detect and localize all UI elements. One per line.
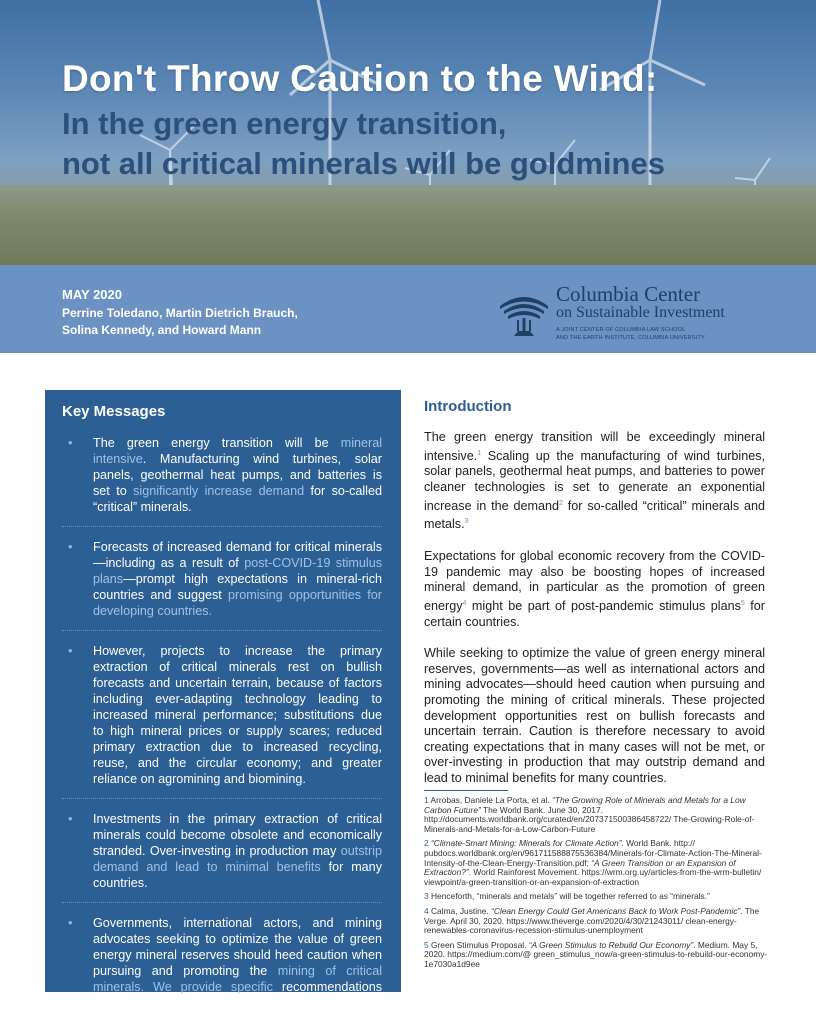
- footnote-text: The World Bank. June 30, 2017. http://documents.worldbank.org/curated/en/207371500386458722/ The-Growing-Role-of-Minerals-and-Metals-for-a-Low-Carbon-Future: [424, 804, 755, 834]
- footnote-title: “A Green Stimulus to Rebuild Our Economy”: [528, 939, 694, 950]
- subtitle-line: In the green energy transition,: [62, 106, 507, 141]
- key-message-separator: [62, 902, 382, 904]
- logo-name-sub: on Sustainable Investment: [556, 304, 725, 321]
- footnote-number: 4: [424, 905, 429, 916]
- key-messages-box: [45, 390, 401, 1010]
- paragraph-text: might be part of post-pandemic stimulus plans: [466, 599, 741, 614]
- footnote-text: Henceforth, “minerals and metals” will be together referred to as “minerals.”: [428, 891, 710, 902]
- key-message-highlight: mining of critical minerals. We provide specific: [93, 964, 382, 994]
- key-message-text: Governments, international actors, and mining advocates seeking to optimize the value of green energy mineral reserves should heed caution when pursuing and promoting the: [93, 916, 382, 978]
- footnote-text: . World Rainforest Movement. https://wrm.org.uy/articles-from-the-wrm-bulletin/ viewpoint/a-green-transition-or-an-expansion-of-extraction: [424, 867, 762, 887]
- footnote-number: 5: [424, 939, 429, 950]
- introduction-paragraph: [424, 430, 765, 533]
- footnote-title: “Clean Energy Could Get Americans Back to Work Post-Pandemic”: [491, 905, 741, 916]
- ccsi-emblem-icon: [496, 284, 552, 340]
- key-message-item: [62, 811, 382, 891]
- key-message-separator: [62, 798, 382, 800]
- footnote-text: Calma, Justine.: [428, 905, 492, 916]
- key-message-item: [62, 539, 382, 619]
- logo-tagline-line: AND THE EARTH INSTITUTE, COLUMBIA UNIVERSITY: [556, 335, 705, 341]
- key-message-highlight: significantly increase demand: [133, 484, 305, 498]
- footnote: [424, 941, 769, 970]
- footnote-title: “A Green Transition or an Expansion of Extraction?”: [424, 857, 736, 878]
- key-message-text: recommendations starting on page 7.: [93, 980, 382, 1010]
- footnote: [424, 839, 769, 887]
- page-subtitle: [62, 104, 665, 184]
- footnote-text: Arrobas, Daniele La Porta, et al.: [428, 795, 553, 805]
- footnotes: [424, 796, 769, 975]
- key-message-text: The green energy transition will be: [93, 436, 341, 450]
- key-message-item: [62, 435, 382, 515]
- footnote-number: 3: [424, 891, 429, 902]
- footnote-ref[interactable]: 5: [740, 599, 745, 607]
- footnote-text: . Medium. May 5, 2020. https://medium.com/@ green_stimulus_now/a-green-stimulus-to-rebuild-our-economy-1e7030a1d9ee: [424, 939, 768, 969]
- footnote-ref[interactable]: 2: [559, 499, 563, 507]
- introduction-body: [424, 430, 765, 787]
- introduction-section: [424, 398, 765, 803]
- footnote-text: . World Bank. http:// pubdocs.worldbank.org/en/961711588875536384/Minerals-for-Climate-Action-The-Mineral-Intensity-of-the-Clean-Energy-Transition.pdf;: [424, 838, 762, 868]
- key-message-text: for so-called “critical” minerals.: [93, 484, 382, 514]
- authors: [62, 305, 362, 339]
- footnote-ref[interactable]: 4: [462, 599, 467, 607]
- footnote: [424, 892, 769, 902]
- footnote-ref[interactable]: 3: [464, 518, 469, 526]
- footnote-text: . The Verge. April 30, 2020. https://www.theverge.com/2020/4/30/21243011/ clean-energy-renewables-coronavirus-recession-stimulus-unemployment: [424, 905, 760, 936]
- footnote: [424, 796, 769, 834]
- key-message-highlight: post-COVID-19 stimulus plans: [93, 556, 382, 586]
- subtitle-line: not all critical minerals will be goldmines: [62, 146, 665, 181]
- paragraph-text: Expectations for global economic recovery from the COVID-19 pandemic may also be boosting hopes of increased mineral demand, in particular as the promotion of green energy: [424, 549, 765, 614]
- key-message-text: . Manufacturing wind turbines, solar panels, geothermal heat pumps, and batteries is set to: [93, 452, 382, 498]
- introduction-paragraph: [424, 646, 765, 786]
- footnote-number: 2: [424, 838, 429, 849]
- key-message-text: However, projects to increase the primary extraction of critical minerals rest on bullish forecasts and uncertain terrain, because of factors including ever-adapting technology leading to increased mineral performance; substitutions due to high mineral prices or supply scares; reduced primary extraction due to increased recycling, reuse, and the circular economy; and greater reliance on agromining and biomining.: [93, 644, 382, 786]
- key-message-item: [62, 643, 382, 787]
- key-message-separator: [62, 526, 382, 528]
- footnote-text: Green Stimulus Proposal.: [428, 939, 529, 950]
- footnote-ref[interactable]: 1: [477, 449, 482, 457]
- key-message-highlight: mineral intensive: [93, 436, 382, 466]
- footnote-title: “The Growing Role of Minerals and Metals for a Low Carbon Future”: [424, 795, 746, 815]
- paragraph-text: While seeking to optimize the value of green energy mineral reserves, governments—as well as international actors and mining advocates—should heed caution when pursuing and promoting the mining of critical minerals. These projected development opportunities rest on bullish forecasts and uncertain terrain. Caution is therefore necessary to avoid creating expectations that in many cases will not be met, or over-investing in production that may outstrip demand and lead to minimal benefits for many countries.: [424, 646, 765, 786]
- introduction-paragraph: [424, 549, 765, 630]
- paragraph-text: for so-called “critical” minerals and metals.: [424, 498, 766, 532]
- paragraph-text: Scaling up the manufacturing of wind turbines, solar panels, geothermal heat pumps, and batteries to power cleaner technologies is set to generate an exponential increase in the demand: [424, 448, 765, 513]
- footnote-number: 1: [424, 795, 429, 805]
- introduction-heading: Introduction: [424, 398, 512, 415]
- key-messages-list: [62, 435, 382, 1011]
- paragraph-text: for certain countries.: [424, 599, 765, 629]
- authors-line: Perrine Toledano, Martin Dietrich Brauch,: [62, 306, 298, 320]
- footnote-title: “Climate-Smart Mining: Minerals for Climate Action”: [431, 838, 622, 849]
- key-message-item: [62, 915, 382, 1011]
- hero-banner: [0, 0, 816, 265]
- key-message-text: Forecasts of increased demand for critical minerals—including as a result of: [93, 540, 382, 570]
- key-message-highlight: promising opportunities for developing countries.: [93, 588, 382, 618]
- authors-line: Solina Kennedy, and Howard Mann: [62, 323, 262, 337]
- page-title: Don't Throw Caution to the Wind:: [62, 58, 658, 99]
- footnote-divider: [424, 790, 508, 791]
- logo-name: Columbia Center: [556, 282, 701, 306]
- publication-date: MAY 2020: [62, 287, 122, 302]
- paragraph-text: The green energy transition will be exceedingly mineral intensive.: [424, 430, 765, 463]
- key-message-separator: [62, 630, 382, 632]
- logo-tagline: [556, 326, 705, 342]
- key-message-highlight: outstrip demand and lead to minimal benefits: [93, 844, 382, 874]
- footnote: [424, 907, 769, 936]
- key-messages-heading: Key Messages: [62, 403, 166, 420]
- logo-tagline-line: A JOINT CENTER OF COLUMBIA LAW SCHOOL: [556, 327, 686, 333]
- key-message-text: for many countries.: [93, 860, 382, 890]
- landscape: [0, 185, 816, 265]
- key-message-text: —prompt high expectations in mineral-rich countries and suggest: [93, 572, 382, 602]
- key-message-text: Investments in the primary extraction of critical minerals could become obsolete and economically stranded. Over-investing in production may: [93, 812, 382, 858]
